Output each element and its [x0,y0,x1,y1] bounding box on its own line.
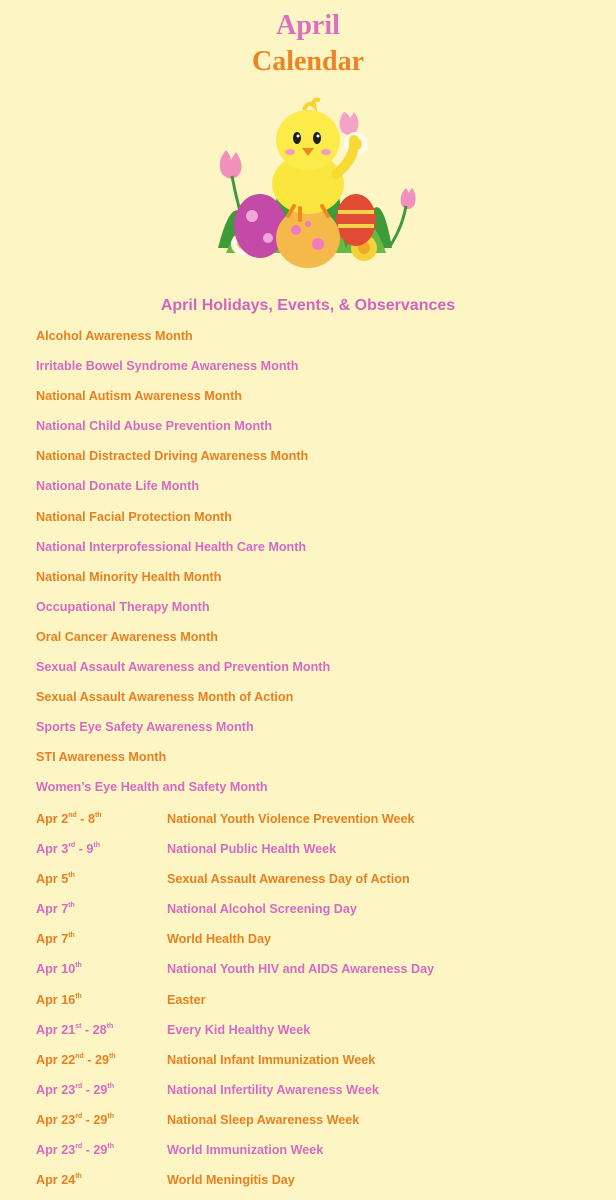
date-text: - 29 [82,1143,108,1158]
observance-item: Women’s Eye Health and Safety Month [36,780,268,795]
title-line-2: Calendar [252,46,364,77]
event-row [36,924,606,954]
event-name: National Sleep Awareness Week [167,1112,360,1127]
event-row [36,894,606,924]
event-row [36,954,606,984]
date-text: Apr 22 [36,1052,76,1067]
date-ordinal-suffix: th [93,842,101,850]
date-text: - 29 [82,1082,108,1097]
date-ordinal-suffix: th [75,1173,82,1181]
date-text: Apr 23 [36,1143,76,1158]
event-name: Sexual Assault Awareness Day of Action [167,872,410,887]
event-list [36,804,606,1195]
observance-item: Occupational Therapy Month [36,599,210,614]
event-row [36,985,606,1015]
date-ordinal-suffix: nd [68,812,77,819]
observance-item: National Child Abuse Prevention Month [36,419,273,434]
event-date [36,954,82,984]
event-name: World Health Day [167,932,272,947]
event-date [36,1165,82,1195]
observance-item: National Autism Awareness Month [36,389,242,404]
date-ordinal-suffix: th [68,872,75,880]
date-ordinal-suffix: th [94,812,102,819]
date-text: Apr 21 [36,1022,76,1037]
observance-item: National Distracted Driving Awareness Month [36,449,309,464]
date-text: Apr 5 [36,872,69,887]
date-ordinal-suffix: rd [75,1112,83,1120]
event-name: National Public Health Week [167,842,337,857]
event-row [36,1075,606,1105]
date-ordinal-suffix: th [108,1052,116,1060]
event-name: World Meningitis Day [167,1173,295,1188]
event-row [36,864,606,894]
event-name: National Youth Violence Prevention Week [167,812,415,826]
event-date [36,1135,114,1165]
date-ordinal-suffix: rd [68,842,76,850]
observance-list [36,321,606,803]
date-ordinal-suffix: th [75,962,82,970]
date-text: Apr 2 [36,812,69,826]
observance-item: National Facial Protection Month [36,509,232,524]
date-ordinal-suffix: nd [75,1052,84,1060]
date-text: Apr 10 [36,962,76,977]
event-name: National Infertility Awareness Week [167,1082,379,1097]
event-name: National Youth HIV and AIDS Awareness Day [167,962,435,977]
event-date [36,1075,114,1105]
event-date [36,1105,114,1135]
date-text: Apr 23 [36,1112,76,1127]
observance-item: Alcohol Awareness Month [36,329,193,343]
event-date [36,864,75,894]
date-text: - 29 [83,1052,109,1067]
event-name: National Infant Immunization Week [167,1052,376,1067]
event-name: Every Kid Healthy Week [167,1022,311,1037]
observance-item: National Donate Life Month [36,479,200,494]
event-row [36,1135,606,1165]
date-ordinal-suffix: rd [75,1082,83,1090]
event-date [36,985,82,1015]
observance-item: Sexual Assault Awareness Month of Action [36,690,294,705]
date-ordinal-suffix: rd [75,1143,83,1151]
date-ordinal-suffix: st [75,1022,82,1030]
observance-item: STI Awareness Month [36,750,167,765]
event-row [36,1045,606,1075]
date-ordinal-suffix: th [107,1112,115,1120]
date-text: Apr 16 [36,992,76,1007]
section-heading: April Holidays, Events, & Observances [160,297,456,314]
event-row [36,1015,606,1045]
event-name: Easter [167,992,206,1007]
event-row [36,804,606,834]
event-date [36,1015,113,1045]
date-text: Apr 7 [36,932,69,947]
date-text: Apr 24 [36,1173,76,1188]
title-line-1: April [276,10,340,41]
date-text: Apr 7 [36,902,69,917]
event-date [36,1045,116,1075]
observance-item: Sports Eye Safety Awareness Month [36,720,254,735]
date-text: - 9 [75,842,94,857]
date-ordinal-suffix: th [107,1082,115,1090]
event-row [36,834,606,864]
date-ordinal-suffix: th [75,992,82,1000]
event-date [36,924,75,954]
event-row [36,1105,606,1135]
event-row [36,1165,606,1195]
event-date [36,894,75,924]
event-name: National Alcohol Screening Day [167,902,357,917]
observance-item: National Interprofessional Health Care Month [36,539,307,554]
date-ordinal-suffix: th [107,1143,115,1151]
date-text: - 28 [81,1022,107,1037]
date-text: Apr 23 [36,1082,76,1097]
observance-item: Oral Cancer Awareness Month [36,629,218,644]
observance-item: Sexual Assault Awareness and Prevention Month [36,660,331,675]
easter-chick-icon [196,88,420,278]
event-date [36,804,102,834]
date-ordinal-suffix: th [106,1022,114,1030]
observance-item: Irritable Bowel Syndrome Awareness Month [36,359,299,374]
date-ordinal-suffix: th [68,932,75,940]
date-text: Apr 3 [36,842,69,857]
event-name: World Immunization Week [167,1143,324,1158]
date-text: - 8 [76,812,95,826]
date-text: - 29 [82,1112,108,1127]
event-date [36,834,100,864]
date-ordinal-suffix: th [68,902,75,910]
observance-item: National Minority Health Month [36,569,222,584]
